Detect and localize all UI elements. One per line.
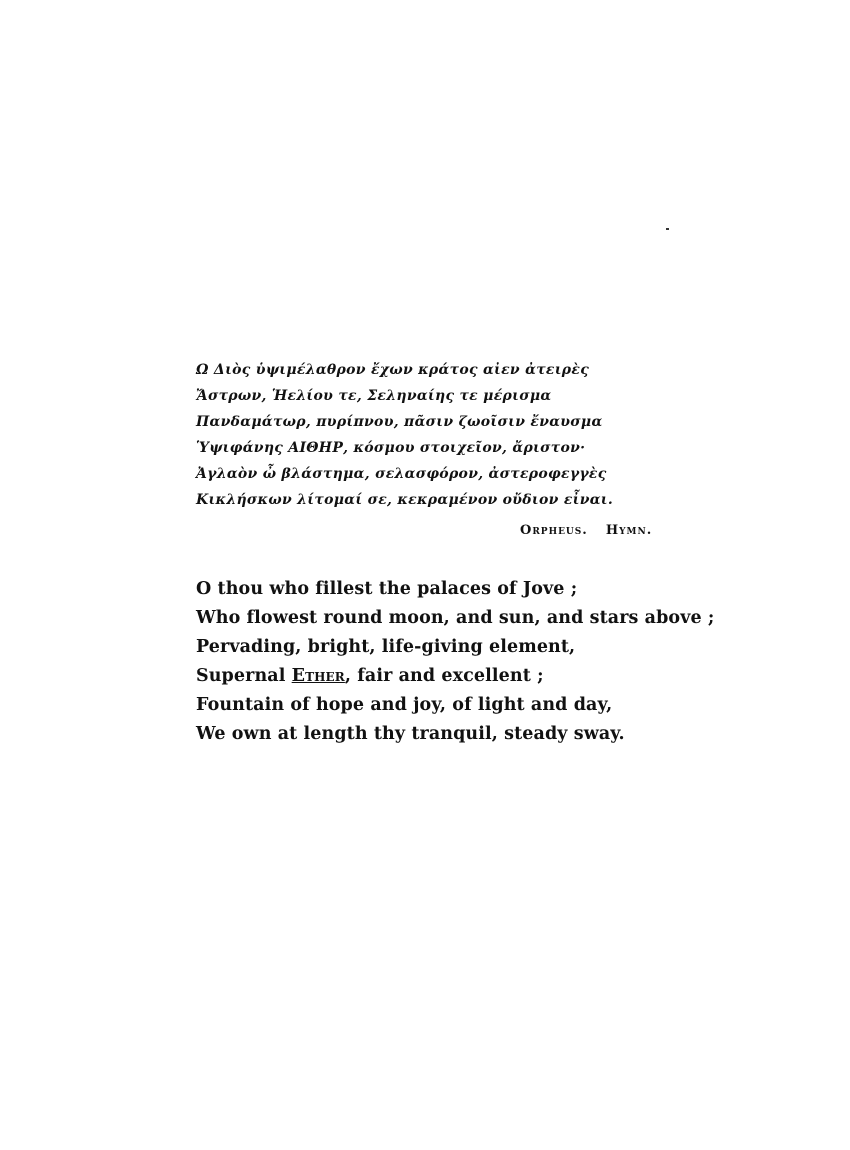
page-speck — [666, 228, 669, 230]
english-line-4-post: , fair and excellent ; — [344, 666, 544, 686]
english-line-1: O thou who fillest the palaces of Jove ; — [196, 579, 578, 599]
english-line-4 — [196, 662, 696, 691]
greek-line: Ἀγλαὸν ὦ βλάστημα, σελασφόρον, ἀστεροφεγγὲς — [196, 466, 607, 482]
english-line-5: Fountain of hope and joy, of light and day, — [196, 695, 613, 715]
english-line-3: Pervading, bright, life-giving element, — [196, 637, 576, 657]
greek-line: Κικλήσκων λίτομαί σε, κεκραμένον οὔδιον εἶναι. — [196, 492, 614, 508]
english-line-4-pre: Supernal — [196, 666, 292, 686]
greek-verse — [196, 357, 676, 513]
greek-line: Ὑψιφάνης ΑΙΘΗΡ, κόσμου στοιχεῖον, ἄριστον· — [196, 440, 586, 456]
greek-line: Ἄστρων, Ἡελίου τε, Σεληναίης τε μέρισμα — [196, 388, 552, 404]
attribution-author: Orpheus. — [520, 523, 588, 538]
english-verse — [196, 575, 715, 749]
attribution — [520, 523, 652, 538]
attribution-work: Hymn. — [605, 523, 653, 538]
greek-line: Ω Διὸς ὑψιμέλαθρον ἔχων κράτος αἰεν ἀτειρὲς — [196, 362, 590, 378]
english-line-6: We own at length thy tranquil, steady sway. — [196, 724, 625, 744]
english-line-2: Who flowest round moon, and sun, and stars above ; — [196, 608, 715, 628]
greek-line: Πανδαμάτωρ, πυρίπνου, πᾶσιν ζωοῖσιν ἔναυσμα — [196, 414, 603, 430]
ether-smallcaps: Ether — [291, 666, 345, 686]
